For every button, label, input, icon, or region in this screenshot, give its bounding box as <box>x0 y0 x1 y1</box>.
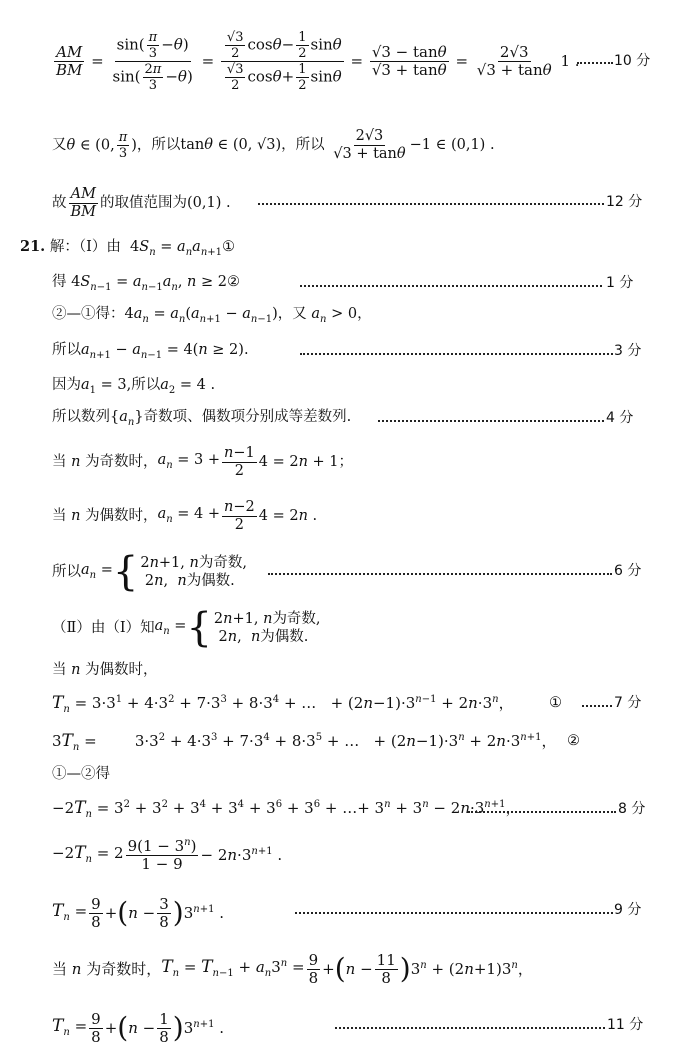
problem-number: 21. <box>20 238 46 255</box>
line-6 <box>0 304 693 326</box>
line-10 <box>0 440 693 484</box>
line-10-content: 当 n 为奇数时， $a_n = 3$ + $\frac{n-1}{2}$ 4 = 2n + 1； <box>52 445 354 479</box>
line-12-content: 所以 $a_n$ = { 2n+1, n为奇数, 2n, n为偶数. <box>52 549 247 595</box>
line-2-content: 又 θ ∈ (0, $\frac{\pi}{3}$ )， 所以 tanθ ∈ (0, √3)， 所以 $\frac{2√3}{√3 + \tan\theta}$ −1 ∈ (0,1) . <box>52 128 495 162</box>
line-3 <box>0 180 693 226</box>
line-4-content: 21. 解：（Ⅰ）由 $4S_n$ = $a_na_{n+1}①$ <box>20 238 236 258</box>
label-suoyi: 所以 <box>151 136 181 153</box>
line-3-content: 故 $\frac{AM}{BM}$ 的取值范围为 (0,1) . <box>52 186 231 220</box>
line-19 <box>0 830 693 880</box>
line-22 <box>0 1002 693 1054</box>
score-1: 1 分 <box>606 275 634 291</box>
line-4 <box>0 237 693 259</box>
line-16-content: $3T_n$ = $3\cdot 3^2 + 4\cdot 3^3 + 7\cdot 3^4 + 8\cdot 3^5$ + … + $(2n-1)\cdot 3^n + 2n\cdot 3^{n+1}$， <box>52 731 557 753</box>
line-6-content: ②—①得：$4a_n = a_n(a_{n+1} - a_{n-1})$，又 $a_n > 0$， <box>52 306 372 325</box>
line-19-content: $-2T_n = 2$ $\frac{9(1 - 3^n)}{1 - 9}$ − $2n\cdot 3^{n+1}$ . <box>52 837 283 873</box>
line-16 <box>0 730 693 754</box>
line-8-content: 因为$a_1 = 3$,所以$a_2 = 4$ . <box>52 377 216 396</box>
line-15 <box>0 692 693 716</box>
line-18 <box>0 797 693 821</box>
label-range: 的取值范围为 <box>100 194 188 211</box>
label-suoyi-2: 所以 <box>295 136 325 153</box>
eq-marker-2: ② <box>567 733 580 749</box>
label-you: 又 <box>52 136 67 153</box>
label-gu: 故 <box>52 194 67 211</box>
score-10: 10 分 <box>614 53 651 69</box>
line-14-content: 当 n 为偶数时， <box>52 662 158 678</box>
score-11: 11 分 <box>607 1017 644 1033</box>
line-18-content: $-2T_n = 3^2 + 3^2 + 3^4 + 3^4 + 3^6 + 3^6$ + …+ $3^n + 3^n - 2n\cdot 3^{n+1}$， <box>52 798 521 820</box>
score-3: 3 分 <box>614 343 642 359</box>
line-21 <box>0 943 693 995</box>
formula-ratio: $\frac{AM}{BM}$ = sin( $\frac{\pi}{3}$ −θ) sin( $\frac{2\pi}{3}$ −θ) = $\frac{√3}{2}$ cosθ− $\frac{1}{2}$ sinθ $\frac{√3}{2}$ cosθ+ $\frac{1}{2}$ sinθ = $\frac{√3 - \tan\theta}{√3 + \tan\theta}$ = $\frac{2√3}{√3 + \tan\theta}$ 1 . <box>56 29 580 93</box>
line-22-content: $T_n$ = $\frac{9}{8}$ + ( n − $\frac{1}{8}$ ) $3^{n+1}$ . <box>52 1009 224 1046</box>
line-5 <box>0 272 693 294</box>
line-17-content: ①—②得 <box>52 766 110 782</box>
line-9-content: 所以数列$\{a_n\}$奇数项、偶数项分别成等差数列. <box>52 409 352 428</box>
line-17 <box>0 764 693 786</box>
line-21-content: 当 n 为奇数时， $T_n = T_{n-1} + a_n3^n$ = $\frac{9}{8}$ + ( n − $\frac{11}{8}$ ) $3^n + (2n+1)3^n$， <box>52 950 533 987</box>
line-8 <box>0 375 693 397</box>
line-7-content: 所以$a_{n+1} - a_{n-1} = 4(n \ge 2)$. <box>52 342 249 361</box>
eq-marker-1: ① <box>549 695 562 711</box>
line-11-content: 当 n 为偶数时， $a_n = 4$ + $\frac{n-2}{2}$ 4 = 2n . <box>52 499 318 533</box>
line-11 <box>0 494 693 538</box>
line-13 <box>0 605 693 651</box>
score-8: 8 分 <box>618 801 646 817</box>
line-9 <box>0 407 693 429</box>
score-7: 7 分 <box>614 695 642 711</box>
line-1 <box>0 20 693 102</box>
score-12: 12 分 <box>606 194 643 210</box>
line-14 <box>0 660 693 682</box>
line-20-content: $T_n$ = $\frac{9}{8}$ + ( n − $\frac{3}{8}$ ) $3^{n+1}$ . <box>52 894 224 931</box>
score-6: 6 分 <box>614 563 642 579</box>
line-15-content: $T_n = 3\cdot 3^1 + 4\cdot 3^2 + 7\cdot 3^3 + 8\cdot 3^4$ + … + $(2n-1)\cdot 3^{n-1} + 2n\cdot 3^n$， <box>52 693 514 715</box>
line-7 <box>0 340 693 362</box>
line-2 <box>0 120 693 170</box>
line-12 <box>0 549 693 595</box>
line-20 <box>0 888 693 938</box>
line-13-content: （Ⅱ） 由 （Ⅰ） 知 $a_n$ = { 2n+1, n为奇数, 2n, n为偶数. <box>52 605 321 651</box>
score-9: 9 分 <box>614 902 642 918</box>
line-5-content: 得 $4S_{n-1} = a_{n-1}a_n$, n ≥ 2② <box>52 274 240 293</box>
score-4: 4 分 <box>606 410 634 426</box>
